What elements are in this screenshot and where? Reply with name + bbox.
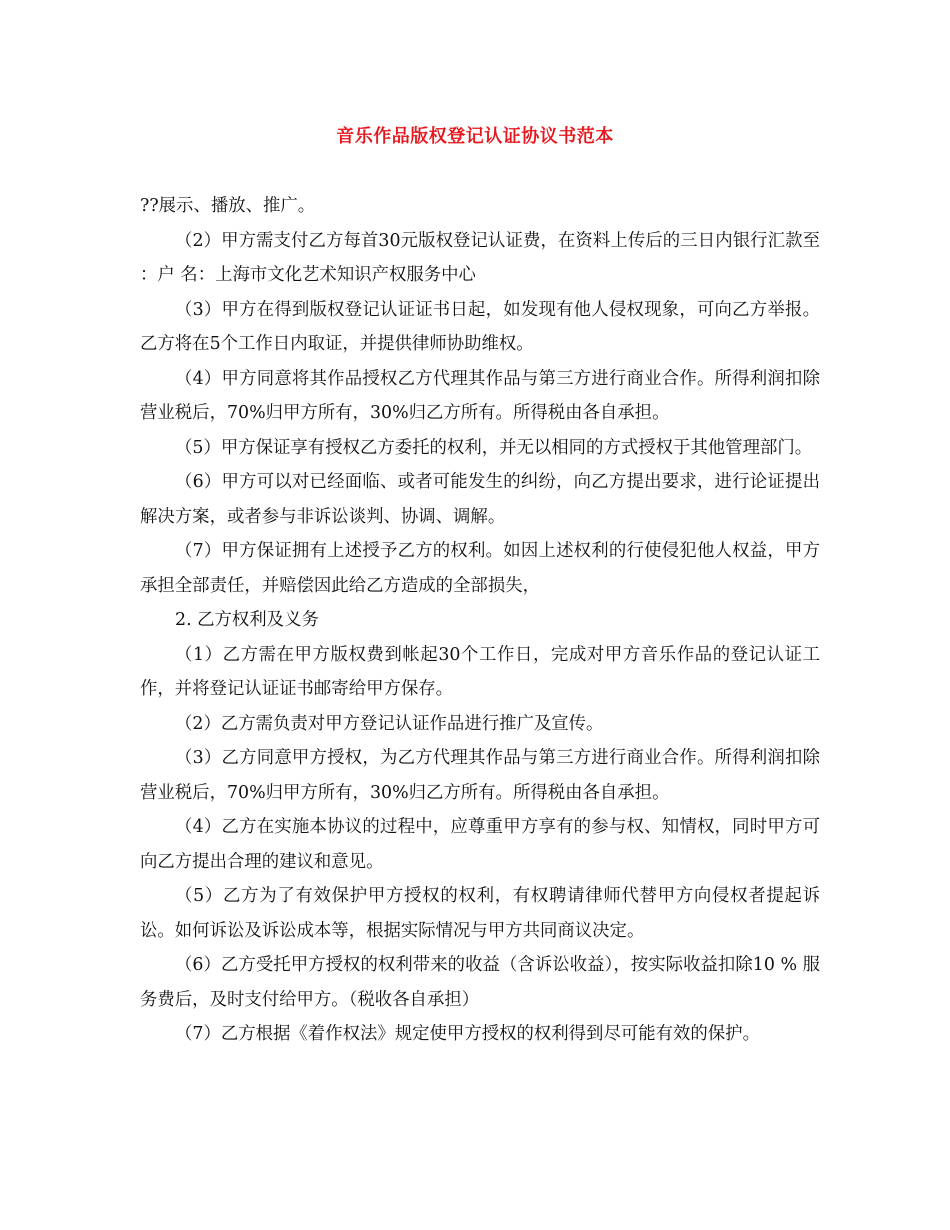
paragraph: （7）甲方保证拥有上述授予乙方的权利。如因上述权利的行使侵犯他人权益，甲方承担全部责任，并赔偿因此给乙方造成的全部损失，	[140, 541, 820, 596]
paragraph: （7）乙方根据《着作权法》规定使甲方授权的权利得到尽可能有效的保护。	[175, 1024, 760, 1044]
paragraph: （6）甲方可以对已经面临、或者可能发生的纠纷，向乙方提出要求，进行论证提出解决方案，或者参与非诉讼谈判、协调、调解。	[140, 472, 820, 527]
document-body	[140, 189, 820, 1052]
paragraph: （1）乙方需在甲方版权费到帐起30个工作日，完成对甲方音乐作品的登记认证工作，并将登记认证证书邮寄给甲方保存。	[140, 644, 820, 699]
paragraph: （2）乙方需负责对甲方登记认证作品进行推广及宣传。	[175, 713, 604, 734]
paragraph: （4）乙方在实施本协议的过程中，应尊重甲方享有的参与权、知情权，同时甲方可向乙方提出合理的建议和意见。	[140, 817, 820, 872]
paragraph: （5）甲方保证享有授权乙方委托的权利，并无以相同的方式授权于其他管理部门。	[175, 437, 813, 458]
paragraph: ??展示、播放、推广。	[140, 196, 316, 216]
paragraph: （4）甲方同意将其作品授权乙方代理其作品与第三方进行商业合作。所得利润扣除营业税后，70%归甲方所有，30%归乙方所有。所得税由各自承担。	[140, 368, 820, 423]
paragraph: （6）乙方受托甲方授权的权利带来的收益（含诉讼收益），按实际收益扣除10 % 服务费后，及时支付给甲方。（税收各自承担）	[140, 955, 820, 1010]
paragraph: （3）乙方同意甲方授权，为乙方代理其作品与第三方进行商业合作。所得利润扣除营业税后，70%归甲方所有，30%归乙方所有。所得税由各自承担。	[140, 748, 820, 803]
paragraph: （3）甲方在得到版权登记认证证书日起，如发现有他人侵权现象，可向乙方举报。乙方将在5个工作日内取证，并提供律师协助维权。	[140, 299, 820, 354]
paragraph: （2）甲方需支付乙方每首30元版权登记认证费，在资料上传后的三日内银行汇款至 ：户 名：上海市文化艺术知识产权服务中心	[140, 230, 820, 285]
section-heading: 2. 乙方权利及义务	[175, 610, 319, 630]
document-title: 音乐作品版权登记认证协议书范本	[336, 126, 614, 147]
paragraph: （5）乙方为了有效保护甲方授权的权利，有权聘请律师代替甲方向侵权者提起诉讼。如何诉讼及诉讼成本等，根据实际情况与甲方共同商议决定。	[140, 886, 820, 941]
